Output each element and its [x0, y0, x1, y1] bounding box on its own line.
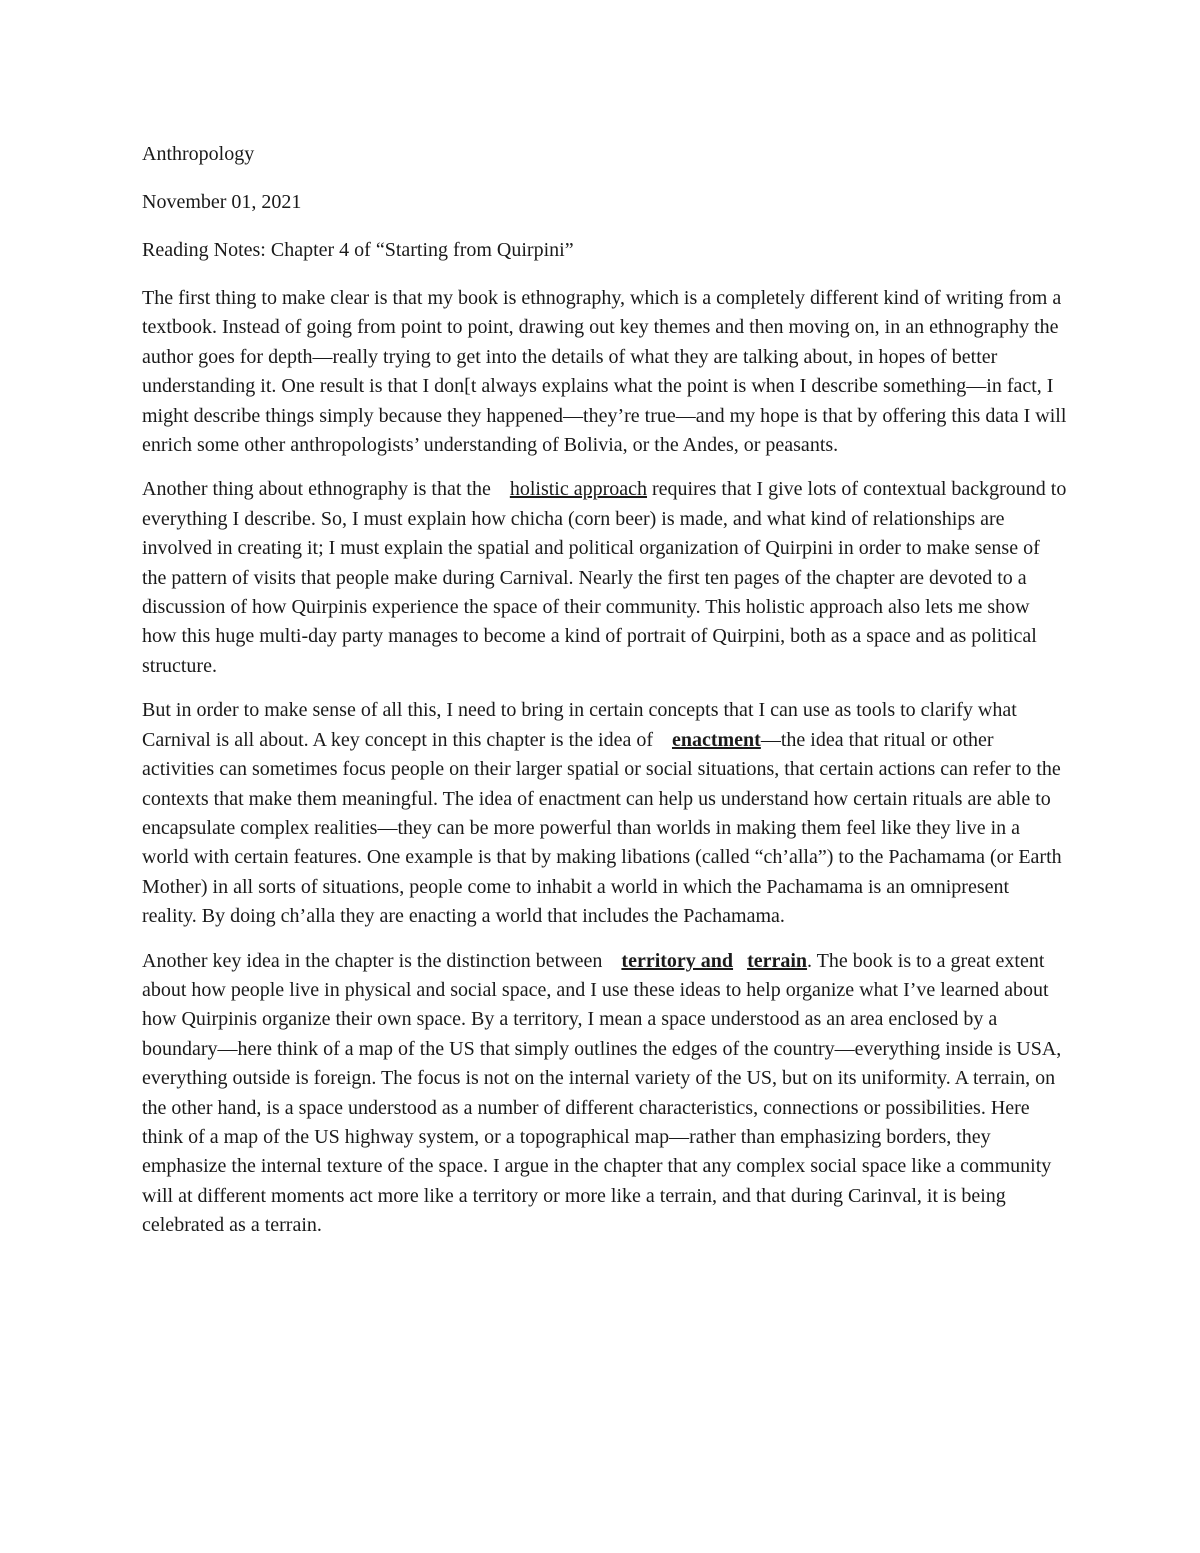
- term-holistic-approach: holistic approach: [509, 478, 648, 501]
- paragraph-text: Another thing about ethnography is that the: [142, 478, 496, 501]
- term-terrain: terrain: [747, 949, 808, 972]
- paragraph-ethnography: The first thing to make clear is that my book is ethnography, which is a completely different kind of writing from a textbook. Instead of going from point to point, drawing out key themes and then moving on, in an ethnography the author goes for depth—really trying to get into the details of what they are talking about, in hopes of better understanding it. One result is that I don[t always explains what the point is when I describe something—in fact, I might describe things simply because they happened—they’re true—and my hope is that by offering this data I will enrich some other anthropologists’ understanding of Bolivia, or the Andes, or peasants.: [142, 287, 1067, 457]
- paragraph-text: requires that I give lots of contextual background to everything I describe. So, I must explain how chicha (corn beer) is made, and what kind of relationships are involved in creating it; I must explain the spatial and political organization of Quirpini in order to make sense of the pattern of visits that people make during Carnival. Nearly the first ten pages of the chapter are devoted to a discussion of how Quirpinis experience the space of their community. This holistic approach also lets me show how this huge multi-day party manages to become a kind of portrait of Quirpini, both as a space and as political structure.: [142, 478, 1067, 677]
- paragraph-holistic-approach: [142, 475, 1067, 681]
- paragraph-text: —the idea that ritual or other activities can sometimes focus people on their larger spatial or social situations, that certain actions can refer to the contexts that make them meaningful. The idea of enactment can help us understand how certain rituals are able to encapsulate complex realities—they can be more powerful than worlds in making them feel like they live in a world with certain features. One example is that by making libations (called “ch’alla”) to the Pachamama (or Earth Mother) in all sorts of situations, people come to inhabit a world in which the Pachamama is an omnipresent reality. By doing ch’alla they are enacting a world that includes the Pachamama.: [142, 728, 1062, 928]
- paragraph-text: Another key idea in the chapter is the distinction between: [142, 949, 608, 972]
- term-territory: territory and: [621, 949, 734, 972]
- paragraph-text: . The book is to a great extent about how people live in physical and social space, and I use these ideas to help organize what I’ve learned about how Quirpinis organize their own space. By a territory, I mean a space understood as an area enclosed by a boundary—here think of a map of the US that simply outlines the edges of the country—everything inside is USA, everything outside is foreign. The focus is not on the internal variety of the US, but on its uniformity. A terrain, on the other hand, is a space understood as a number of different characteristics, connections or possibilities. Here think of a map of the US highway system, or a topographical map—rather than emphasizing borders, they emphasize the internal texture of the space. I argue in the chapter that any complex social space like a community will at different moments act more like a territory or more like a terrain, and that during Carinval, it is being celebrated as a terrain.: [142, 949, 1062, 1237]
- document-title: Reading Notes: Chapter 4 of “Starting from Quirpini”: [142, 239, 574, 261]
- course-name: Anthropology: [142, 143, 255, 165]
- paragraph-territory-terrain: [142, 947, 1067, 1241]
- paragraph-enactment: [142, 696, 1067, 931]
- document-body: [142, 140, 1067, 1256]
- paragraph-text: But in order to make sense of all this, I need to bring in certain concepts that I can use as tools to clarify what Carnival is all about. A key concept in this chapter is the idea of: [142, 699, 1017, 751]
- term-enactment: enactment: [671, 728, 761, 751]
- document-date: November 01, 2021: [142, 191, 302, 213]
